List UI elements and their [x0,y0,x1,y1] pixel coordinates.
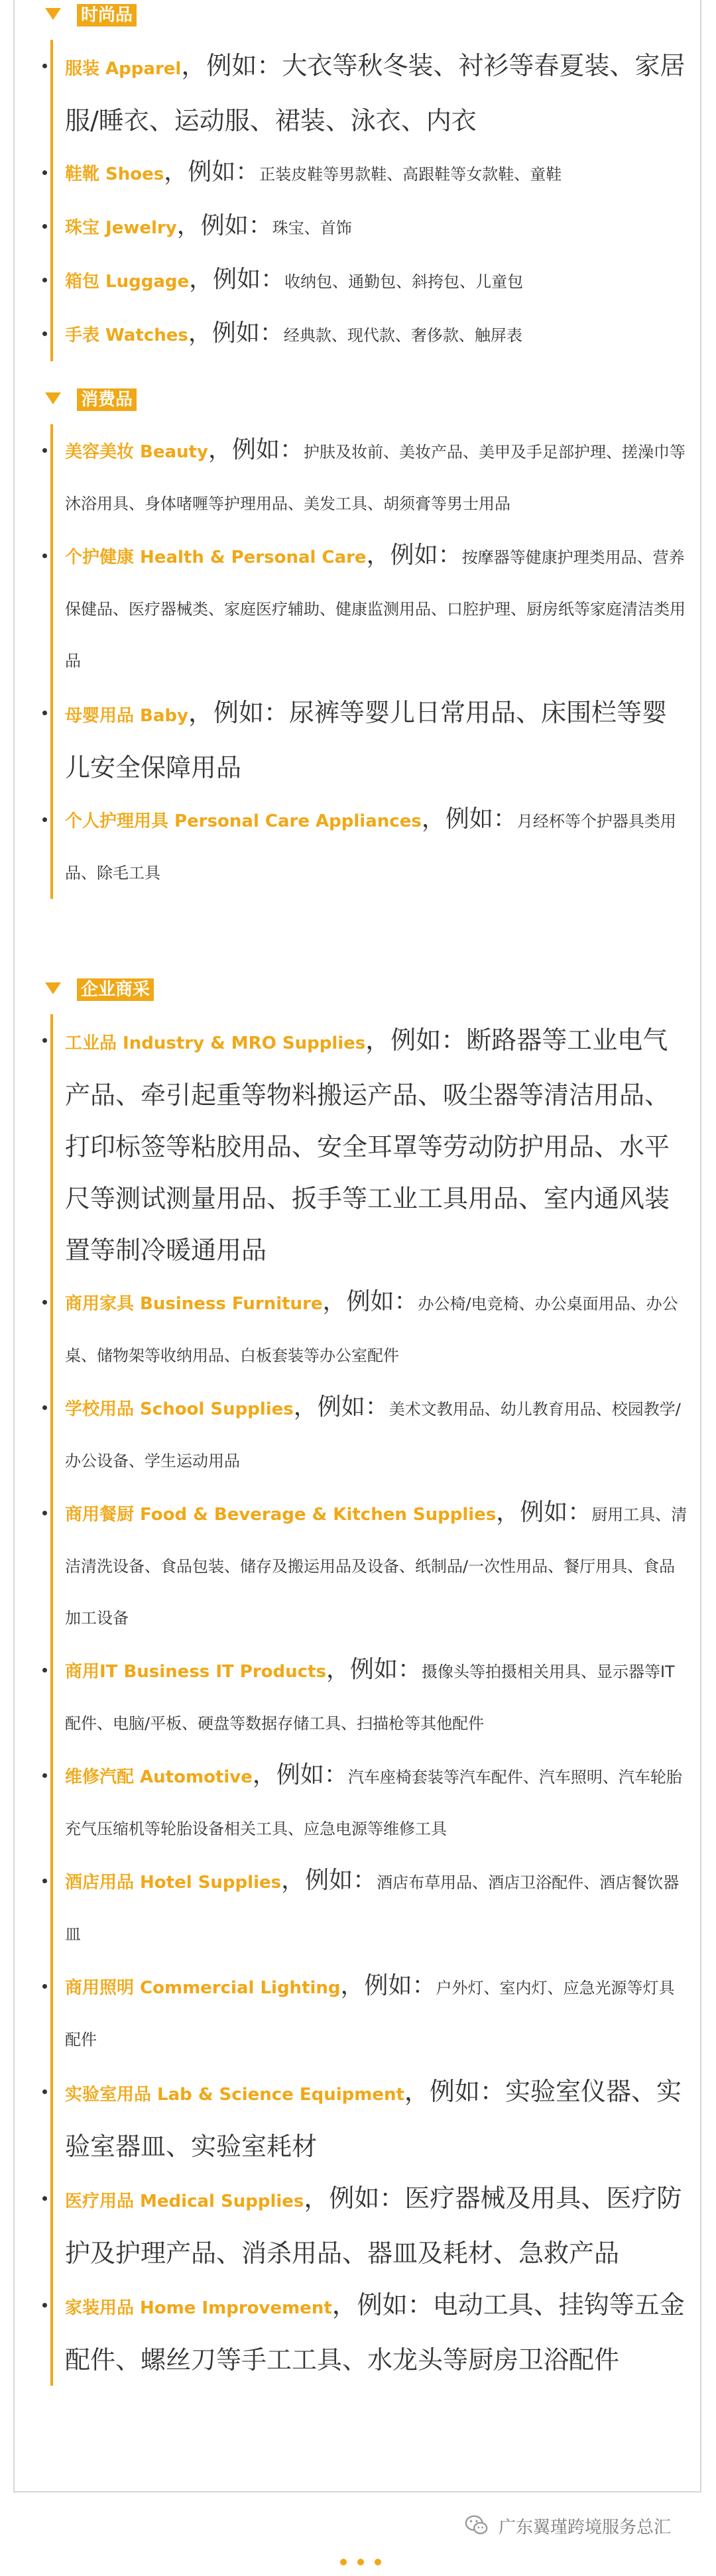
example-prefix: ，例如： [281,1867,377,1894]
category-examples: 月经杯等个护器具类用品、除毛工具 [65,812,676,882]
example-prefix: ，例如： [304,2184,405,2213]
bullet-icon [42,64,47,68]
bullet-icon [42,711,47,715]
dot-3 [375,2559,381,2565]
list-item [65,1960,689,2066]
list-item [65,2279,689,2386]
section [40,384,689,899]
category-name: 商用IT Business IT Products [65,1662,326,1682]
section-header [40,974,689,1014]
list-item [65,254,689,308]
list-item [65,308,689,361]
example-prefix: ，例如： [496,1499,592,1526]
bullet-icon [42,1405,47,1410]
example-prefix: ，例如： [188,698,289,727]
section-title: 消费品 [77,388,137,411]
category-examples: 正装皮鞋等男款鞋、高跟鞋等女款鞋、童鞋 [259,165,562,184]
section [40,974,689,2386]
bullet-icon [42,1511,47,1515]
section-body [50,1014,689,2386]
category-examples: 酒店布草用品、酒店卫浴配件、酒店餐饮器皿 [65,1873,680,1944]
triangle-icon [45,392,61,404]
category-examples: 珠宝、首饰 [272,219,352,237]
category-name: 箱包 Luggage [65,272,190,292]
example-prefix: ，例如： [404,2077,505,2106]
list-item [65,530,689,687]
category-name: 鞋靴 Shoes [65,164,164,184]
list-item [65,2172,689,2279]
list-item [65,2066,689,2172]
category-examples: 办公椅/电竞椅、办公桌面用品、办公桌、储物架等收纳用品、白板套装等办公室配件 [65,1295,678,1365]
list-item [65,1855,689,1960]
example-prefix: ，例如： [252,1761,348,1788]
category-examples: 断路器等工业电气产品、牵引起重等物料搬运产品、吸尘器等清洁用品、打印标签等粘胶用品、安全耳罩等劳动防护用品、水平尺等测试测量用品、扳手等工业工具用品、室内通风装置等制冷暖通用品 [65,1025,670,1265]
example-prefix: ，例如： [189,266,285,293]
bullet-icon [42,817,47,822]
category-examples: 电动工具、挂钩等五金配件、螺丝刀等手工工具、水龙头等厨房卫浴配件 [65,2290,685,2374]
example-prefix: ，例如： [340,1972,436,1999]
section-header [40,384,689,424]
triangle-icon [45,982,61,994]
category-name: 美容美妆 Beauty [65,442,208,462]
category-examples: 大衣等秋冬装、衬衫等春夏装、家居服/睡衣、运动服、裙装、泳衣、内衣 [65,51,686,135]
list-item [65,1276,689,1381]
example-prefix: ，例如： [421,805,517,833]
example-prefix: ，例如： [188,320,284,347]
category-name: 家装用品 Home Improvement [65,2298,332,2318]
category-name: 实验室用品 Lab & Science Equipment [65,2085,404,2105]
category-name: 学校用品 School Supplies [65,1399,294,1419]
example-prefix: ，例如： [331,2290,433,2319]
section-body [50,424,689,899]
bullet-icon [42,1668,47,1672]
bullet-icon [42,278,47,282]
list-item [65,40,689,146]
section-title: 企业商采 [77,978,154,1001]
category-examples: 美术文教用品、幼儿教育用品、校园教学/办公设备、学生运动用品 [65,1400,681,1470]
category-examples: 经典款、现代款、奢侈款、触屏表 [283,326,522,345]
list-item [65,200,689,254]
bullet-icon [42,2196,47,2201]
list-item [65,1644,689,1749]
list-item [65,1487,689,1644]
bullet-icon [42,224,47,229]
dot-1 [340,2559,347,2565]
category-name: 医疗用品 Medical Supplies [65,2192,304,2211]
account-name: 广东翼瑾跨境服务总汇 [499,2518,672,2538]
category-name: 维修汽配 Automotive [65,1767,253,1787]
section [40,0,689,361]
category-name: 工业品 Industry & MRO Supplies [65,1033,366,1053]
list-item [65,424,689,530]
example-prefix: ，例如： [365,1025,467,1055]
example-prefix: ，例如： [176,212,272,239]
category-name: 酒店用品 Hotel Supplies [65,1873,282,1893]
category-examples: 摄像头等拍摄相关用具、显示器等IT配件、电脑/平板、硬盘等数据存储工具、扫描枪等其他配件 [65,1663,675,1733]
section-header [40,0,689,40]
bullet-icon [42,2303,47,2308]
bullet-icon [42,448,47,453]
section-title: 时尚品 [77,4,137,27]
bullet-icon [42,1773,47,1778]
bullet-icon [42,1038,47,1043]
category-examples: 汽车座椅套装等汽车配件、汽车照明、汽车轮胎充气压缩机等轮胎设备相关工具、应急电源等维修工具 [65,1768,682,1838]
list-item [65,1749,689,1855]
example-prefix: ，例如： [366,542,462,569]
list-item [65,687,689,793]
category-examples: 实验室仪器、实验室器皿、实验室耗材 [65,2077,682,2161]
category-examples: 尿裤等婴儿日常用品、床围栏等婴儿安全保障用品 [65,698,668,782]
category-name: 母婴用品 Baby [65,706,188,726]
dot-2 [357,2559,364,2565]
example-prefix: ，例如： [322,1288,418,1315]
category-examples: 厨用工具、清洁清洗设备、食品包装、储存及搬运用品及设备、纸制品/一次性用品、餐厅用具、食品加工设备 [65,1505,687,1627]
bullet-icon [42,1300,47,1305]
list-item [65,1381,689,1487]
category-examples: 护肤及妆前、美妆产品、美甲及手足部护理、搓澡巾等沐浴用具、身体啫喱等护理用品、美发工具、胡须膏等男士用品 [65,443,686,513]
category-name: 珠宝 Jewelry [65,218,177,238]
example-prefix: ，例如： [293,1393,389,1421]
category-examples: 按摩器等健康护理类用品、营养保健品、医疗器械类、家庭医疗辅助、健康监测用品、口腔护理、厨房纸等家庭清洁类用品 [65,548,686,670]
account-watermark [0,2506,716,2546]
category-examples: 户外灯、室内灯、应急光源等灯具配件 [65,1979,675,2049]
wechat-icon [464,2512,489,2538]
example-prefix: ，例如： [181,51,282,80]
example-prefix: ，例如： [208,436,304,463]
section-body [50,40,689,361]
triangle-icon [45,8,61,20]
category-examples: 收纳包、通勤包、斜挎包、儿童包 [284,272,524,291]
category-name: 商用餐厨 Food & Beverage & Kitchen Supplies [65,1505,497,1525]
example-prefix: ，例如： [326,1656,422,1683]
bullet-icon [42,2089,47,2094]
category-name: 手表 Watches [65,325,188,345]
bullet-icon [42,554,47,558]
more-indicator [335,2555,388,2566]
category-name: 个人护理用具 Personal Care Appliances [65,811,422,831]
bullet-icon [42,1879,47,1883]
list-item [65,146,689,200]
category-name: 服装 Apparel [65,59,182,79]
category-examples: 医疗器械及用具、医疗防护及护理产品、消杀用品、器皿及耗材、急救产品 [65,2184,682,2268]
bullet-icon [42,331,47,336]
category-name: 商用家具 Business Furniture [65,1294,323,1314]
category-name: 商用照明 Commercial Lighting [65,1978,341,1998]
bullet-icon [42,1984,47,1989]
bullet-icon [42,170,47,175]
list-item [65,793,689,899]
example-prefix: ，例如： [164,158,260,186]
list-item [65,1014,689,1276]
category-name: 个护健康 Health & Personal Care [65,548,367,567]
